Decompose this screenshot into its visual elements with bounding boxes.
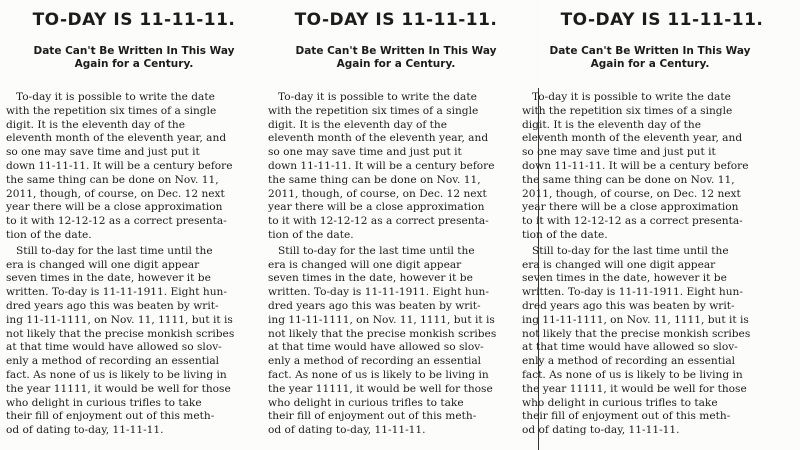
- subhead-left: [0, 45, 268, 71]
- subhead-right: [516, 45, 784, 71]
- text-line: with the repetition six times of a single: [522, 104, 733, 117]
- text-line: who delight in curious trifles to take: [6, 396, 202, 409]
- text-line: enly a method of recording an essential: [268, 355, 482, 368]
- paragraph-2: [6, 245, 264, 438]
- text-line: od of dating to-day, 11-11-11.: [522, 424, 680, 437]
- text-line: digit. It is the eleventh day of the: [268, 118, 447, 131]
- text-line: the year 11111, it would be well for those: [6, 382, 231, 395]
- text-line: od of dating to-day, 11-11-11.: [268, 424, 426, 437]
- subhead-line: Date Can't Be Written In This Way: [33, 45, 235, 57]
- text-line: enly a method of recording an essential: [6, 355, 220, 368]
- text-line: who delight in curious trifles to take: [522, 396, 718, 409]
- text-line: down 11-11-11. It will be a century before: [522, 159, 749, 172]
- text-line: dred years ago this was beaten by writ-: [522, 299, 735, 312]
- text-line: od of dating to-day, 11-11-11.: [6, 424, 164, 437]
- text-line: To-day it is possible to write the date: [16, 91, 215, 103]
- text-line: year there will be a close approximation: [6, 201, 223, 214]
- text-line: 2011, though, of course, on Dec. 12 next: [522, 187, 741, 200]
- text-line: enly a method of recording an essential: [522, 355, 736, 368]
- text-line: down 11-11-11. It will be a century before: [6, 159, 233, 172]
- text-line: tion of the date.: [522, 228, 608, 241]
- headline-center: TO-DAY IS 11-11-11.: [294, 10, 498, 30]
- text-line: seven times in the date, however it be: [6, 272, 211, 285]
- text-line: who delight in curious trifles to take: [268, 396, 464, 409]
- text-line: fact. As none of us is likely to be living in: [522, 368, 743, 381]
- text-line: not likely that the precise monkish scribes: [6, 327, 235, 340]
- text-line: eleventh month of the eleventh year, and: [522, 132, 743, 145]
- article-center: [262, 0, 530, 440]
- subhead-line: Again for a Century.: [590, 58, 710, 70]
- text-line: the same thing can be done on Nov. 11,: [522, 173, 735, 186]
- text-line: 2011, though, of course, on Dec. 12 next: [268, 187, 487, 200]
- text-line: seven times in the date, however it be: [268, 272, 473, 285]
- text-line: Still to-day for the last time until the: [16, 244, 213, 257]
- text-line: not likely that the precise monkish scribes: [268, 327, 497, 340]
- text-line: not likely that the precise monkish scribes: [522, 327, 751, 340]
- text-line: tion of the date.: [268, 228, 354, 241]
- text-line: year there will be a close approximation: [268, 201, 485, 214]
- text-line: with the repetition six times of a single: [6, 104, 217, 117]
- text-line: fact. As none of us is likely to be living in: [268, 368, 489, 381]
- text-line: dred years ago this was beaten by writ-: [6, 299, 219, 312]
- text-line: to it with 12-12-12 as a correct presenta-: [6, 215, 227, 228]
- text-line: so one may save time and just put it: [6, 146, 200, 159]
- subhead-center: [262, 45, 530, 71]
- paragraph-1: [522, 91, 780, 243]
- article-left: [0, 0, 268, 440]
- text-line: the same thing can be done on Nov. 11,: [6, 173, 219, 186]
- paragraph-2: [522, 245, 780, 438]
- subhead-line: Date Can't Be Written In This Way: [549, 45, 751, 57]
- text-line: year there will be a close approximation: [522, 201, 739, 214]
- clipping-left: [0, 0, 262, 450]
- subhead-line: Again for a Century.: [336, 58, 456, 70]
- text-line: ing 11-11-1111, on Nov. 11, 1111, but it is: [268, 313, 495, 326]
- text-line: eleventh month of the eleventh year, and: [268, 132, 489, 145]
- article-right: [516, 0, 784, 440]
- text-line: era is changed will one digit appear: [6, 258, 200, 271]
- text-line: era is changed will one digit appear: [268, 258, 462, 271]
- text-line: at that time would have allowed so slov-: [268, 341, 484, 354]
- subhead-line: Date Can't Be Written In This Way: [295, 45, 497, 57]
- text-line: Still to-day for the last time until the: [278, 244, 475, 257]
- text-line: the year 11111, it would be well for those: [268, 382, 493, 395]
- text-line: down 11-11-11. It will be a century before: [268, 159, 495, 172]
- text-line: their fill of enjoyment out of this meth-: [268, 410, 477, 423]
- paragraph-1: [268, 91, 526, 243]
- text-line: so one may save time and just put it: [268, 146, 462, 159]
- text-line: era is changed will one digit appear: [522, 258, 716, 271]
- text-line: written. To-day is 11-11-1911. Eight hun-: [6, 286, 227, 299]
- headline-right: TO-DAY IS 11-11-11.: [560, 10, 764, 30]
- paragraph-2: [268, 245, 526, 438]
- text-line: the year 11111, it would be well for those: [522, 382, 747, 395]
- text-line: to it with 12-12-12 as a correct presenta-: [522, 215, 743, 228]
- text-line: their fill of enjoyment out of this meth-: [6, 410, 215, 423]
- article-body-center: [262, 91, 530, 438]
- text-line: eleventh month of the eleventh year, and: [6, 132, 227, 145]
- text-line: tion of the date.: [6, 228, 92, 241]
- paragraph-1: [6, 91, 264, 243]
- article-body-right: [516, 91, 784, 438]
- subhead-line: Again for a Century.: [74, 58, 194, 70]
- text-line: at that time would have allowed so slov-: [522, 341, 738, 354]
- text-line: ing 11-11-1111, on Nov. 11, 1111, but it is: [522, 313, 749, 326]
- text-line: To-day it is possible to write the date: [532, 91, 731, 103]
- text-line: their fill of enjoyment out of this meth-: [522, 410, 731, 423]
- article-body-left: [0, 91, 268, 438]
- text-line: ing 11-11-1111, on Nov. 11, 1111, but it is: [6, 313, 233, 326]
- text-line: digit. It is the eleventh day of the: [6, 118, 185, 131]
- clipping-right: [522, 0, 800, 450]
- text-line: with the repetition six times of a single: [268, 104, 479, 117]
- text-line: fact. As none of us is likely to be living in: [6, 368, 227, 381]
- headline-left: TO-DAY IS 11-11-11.: [32, 10, 236, 30]
- text-line: 2011, though, of course, on Dec. 12 next: [6, 187, 225, 200]
- text-line: to it with 12-12-12 as a correct presenta-: [268, 215, 489, 228]
- text-line: so one may save time and just put it: [522, 146, 716, 159]
- text-line: Still to-day for the last time until the: [532, 244, 729, 257]
- text-line: digit. It is the eleventh day of the: [522, 118, 701, 131]
- text-line: seven times in the date, however it be: [522, 272, 727, 285]
- text-line: at that time would have allowed so slov-: [6, 341, 222, 354]
- text-line: To-day it is possible to write the date: [278, 91, 477, 103]
- text-line: the same thing can be done on Nov. 11,: [268, 173, 481, 186]
- text-line: written. To-day is 11-11-1911. Eight hun-: [522, 286, 743, 299]
- text-line: dred years ago this was beaten by writ-: [268, 299, 481, 312]
- clipping-center: [262, 0, 536, 450]
- text-line: written. To-day is 11-11-1911. Eight hun-: [268, 286, 489, 299]
